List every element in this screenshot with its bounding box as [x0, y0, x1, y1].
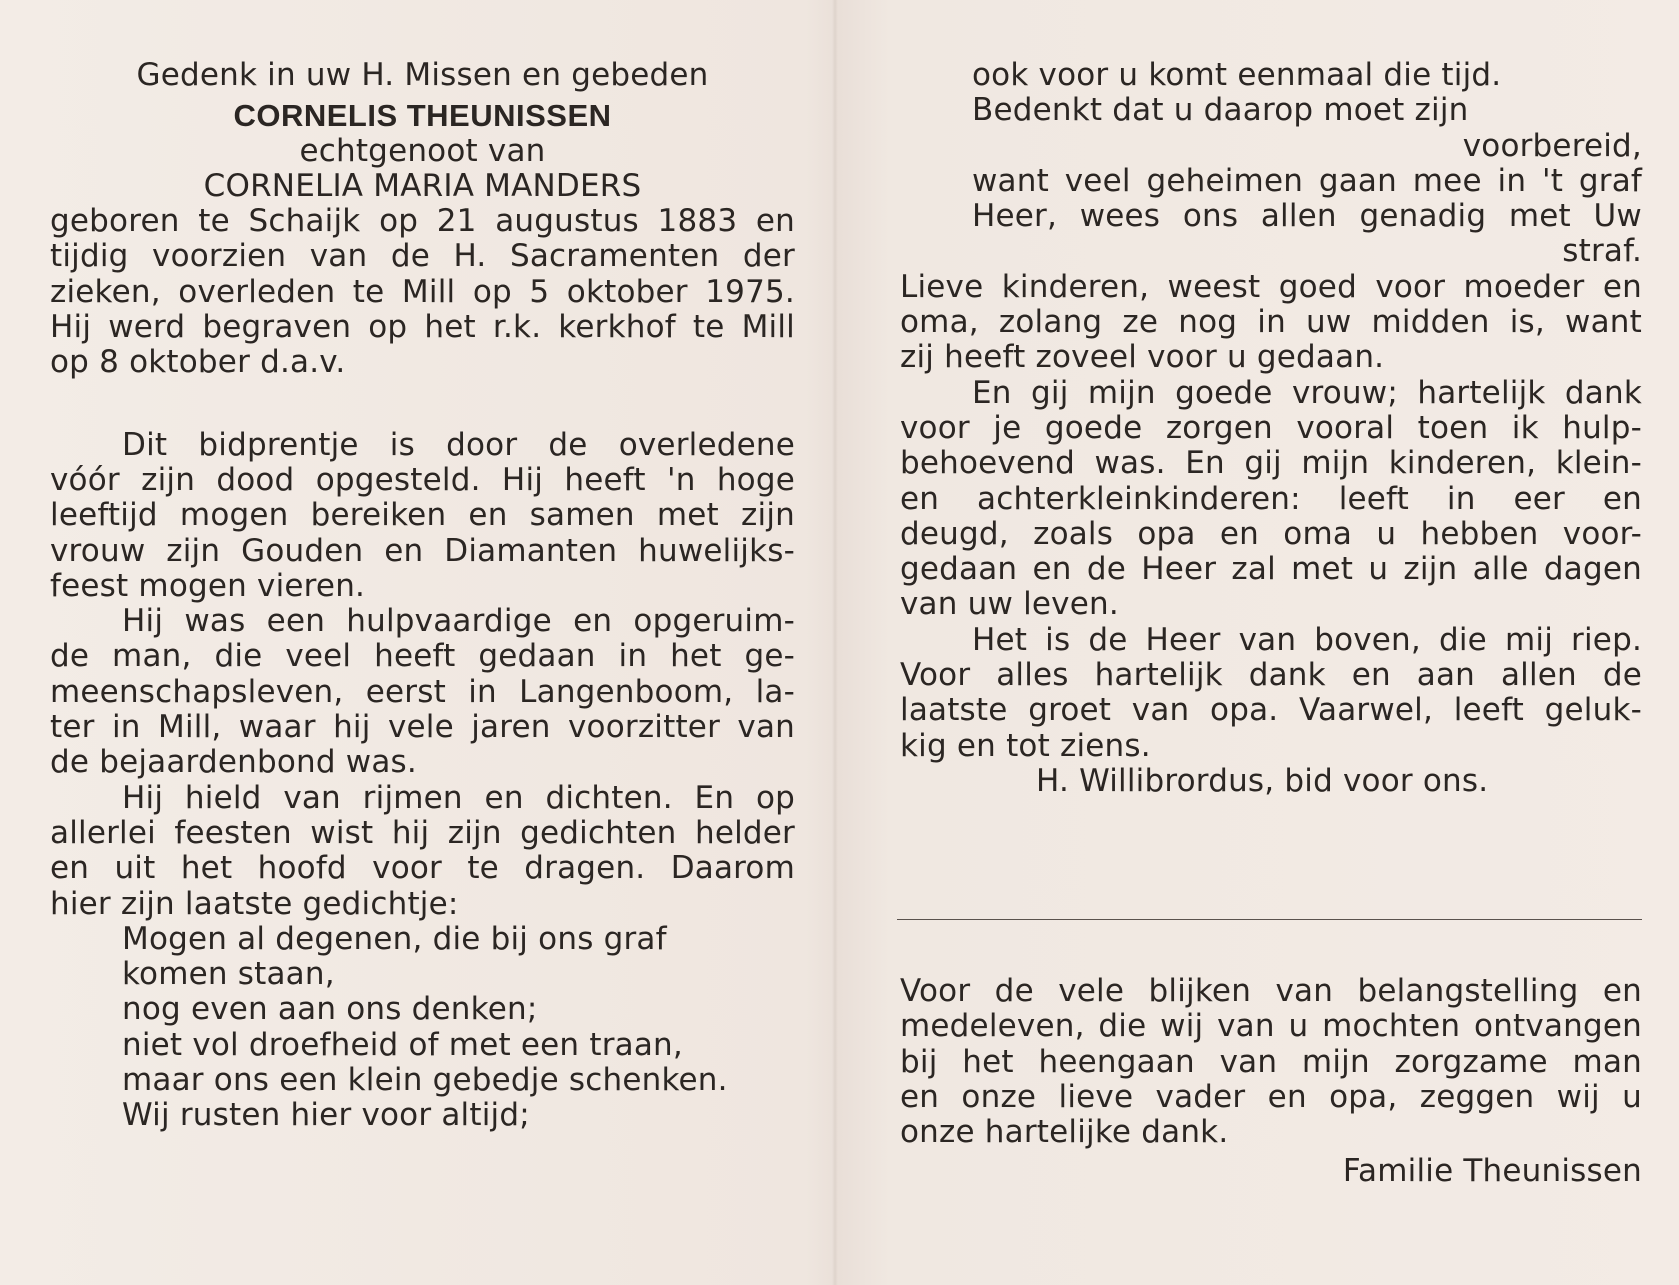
para-line: voor je goede zorgen vooral toen ik hulp- — [900, 409, 1642, 446]
bio-line: tijdig voorzien van de H. Sacramenten der — [50, 238, 795, 275]
para-line: behoevend was. En gij mijn kinderen, klein- — [900, 445, 1642, 482]
para-line: de bejaardenbond was. — [50, 744, 417, 781]
spouse-name: CORNELIA MARIA MANDERS — [203, 167, 642, 204]
para-line: zij heeft zoveel voor u gedaan. — [900, 339, 1385, 376]
para-line: meenschapsleven, eerst in Langenboom, la- — [50, 673, 795, 710]
poem-line: nog even aan ons denken; — [122, 991, 538, 1028]
thanks-panel — [900, 974, 1642, 1190]
para-line: Dit bidprentje is door de overledene — [122, 426, 795, 463]
poem-line: want veel geheimen gaan mee in 't graf — [972, 162, 1642, 199]
para-line: gedaan en de Heer zal met u zijn alle dagen — [900, 551, 1642, 588]
para-line: En gij mijn goede vrouw; hartelijk dank — [972, 374, 1642, 411]
para-line: de man, die veel heeft gedaan in het ge- — [50, 638, 795, 675]
para-line: Hij was een hulpvaardige en opgeruim- — [122, 603, 795, 640]
para-line: feest mogen vieren. — [50, 567, 366, 604]
thanks-line: bij het heengaan van mijn zorgzame man — [900, 1043, 1642, 1080]
para-line: ter in Mill, waar hij vele jaren voorzitter van — [50, 709, 795, 746]
para-line: van uw leven. — [900, 586, 1119, 623]
spouse-label: echtgenoot van — [299, 132, 546, 169]
poem-line: maar ons een klein gebedje schenken. — [122, 1062, 728, 1099]
thanks-line: medeleven, die wij van u mochten ontvangen — [900, 1008, 1642, 1045]
para-line: laatste groet van opa. Vaarwel, leeft geluk- — [900, 692, 1642, 729]
para-line: Het is de Heer van boven, die mij riep. — [972, 621, 1642, 658]
poem-line: straf. — [1562, 233, 1642, 270]
bio-line: zieken, overleden te Mill op 5 oktober 1975. — [50, 273, 795, 310]
bio-line: Hij werd begraven op het r.k. kerkhof te Mill — [50, 309, 795, 346]
card-fold — [832, 0, 838, 1285]
thanks-line: onze hartelijke dank. — [900, 1114, 1229, 1151]
divider-line — [897, 919, 1642, 920]
poem-line: komen staan, — [122, 956, 335, 993]
para-line: allerlei feesten wist hij zijn gedichten helder — [50, 814, 795, 851]
para-line: Voor alles hartelijk dank en aan allen de — [900, 657, 1642, 694]
para-line: Lieve kinderen, weest goed voor moeder en — [900, 268, 1642, 305]
para-line: vrouw zijn Gouden en Diamanten huwelijks- — [50, 532, 795, 569]
thanks-line: en onze lieve vader en opa, zeggen wij u — [900, 1078, 1642, 1115]
bio-line: geboren te Schaijk op 21 augustus 1883 en — [50, 203, 795, 240]
para-line: en achterkleinkinderen: leeft in eer en — [900, 480, 1642, 517]
para-line: kig en tot ziens. — [900, 727, 1151, 764]
poem-line: niet vol droefheid of met een traan, — [122, 1026, 683, 1063]
para-line: hier zijn laatste gedichtje: — [50, 885, 459, 922]
deceased-name: CORNELIS THEUNISSEN — [233, 98, 612, 134]
para-line: Hij hield van rijmen en dichten. En op — [122, 779, 795, 816]
para-line: en uit het hoofd voor te dragen. Daarom — [50, 850, 795, 887]
poem-line: Bedenkt dat u daarop moet zijn — [972, 92, 1469, 129]
poem-line: Mogen al degenen, die bij ons graf — [122, 920, 667, 957]
poem-line: voorbereid, — [1462, 127, 1642, 164]
thanks-line: Voor de vele blijken van belangstelling en — [900, 973, 1642, 1009]
poem-line: ook voor u komt eenmaal die tijd. — [972, 57, 1502, 93]
signature: Familie Theunissen — [1342, 1153, 1642, 1190]
para-line: leeftijd mogen bereiken en samen met zijn — [50, 497, 795, 534]
right-panel — [900, 58, 1642, 799]
poem-line: Heer, wees ons allen genadig met Uw — [972, 198, 1642, 235]
bio-line: op 8 oktober d.a.v. — [50, 344, 346, 381]
poem-line: Wij rusten hier voor altijd; — [122, 1097, 530, 1134]
para-line: vóór zijn dood opgesteld. Hij heeft 'n hoge — [50, 461, 795, 498]
para-line: deugd, zoals opa en oma u hebben voor- — [900, 515, 1642, 552]
heading: Gedenk in uw H. Missen en gebeden — [136, 57, 709, 93]
prayer-line: H. Willibrordus, bid voor ons. — [1036, 762, 1489, 799]
para-line: oma, zolang ze nog in uw midden is, want — [900, 304, 1642, 341]
left-panel — [50, 58, 795, 1134]
